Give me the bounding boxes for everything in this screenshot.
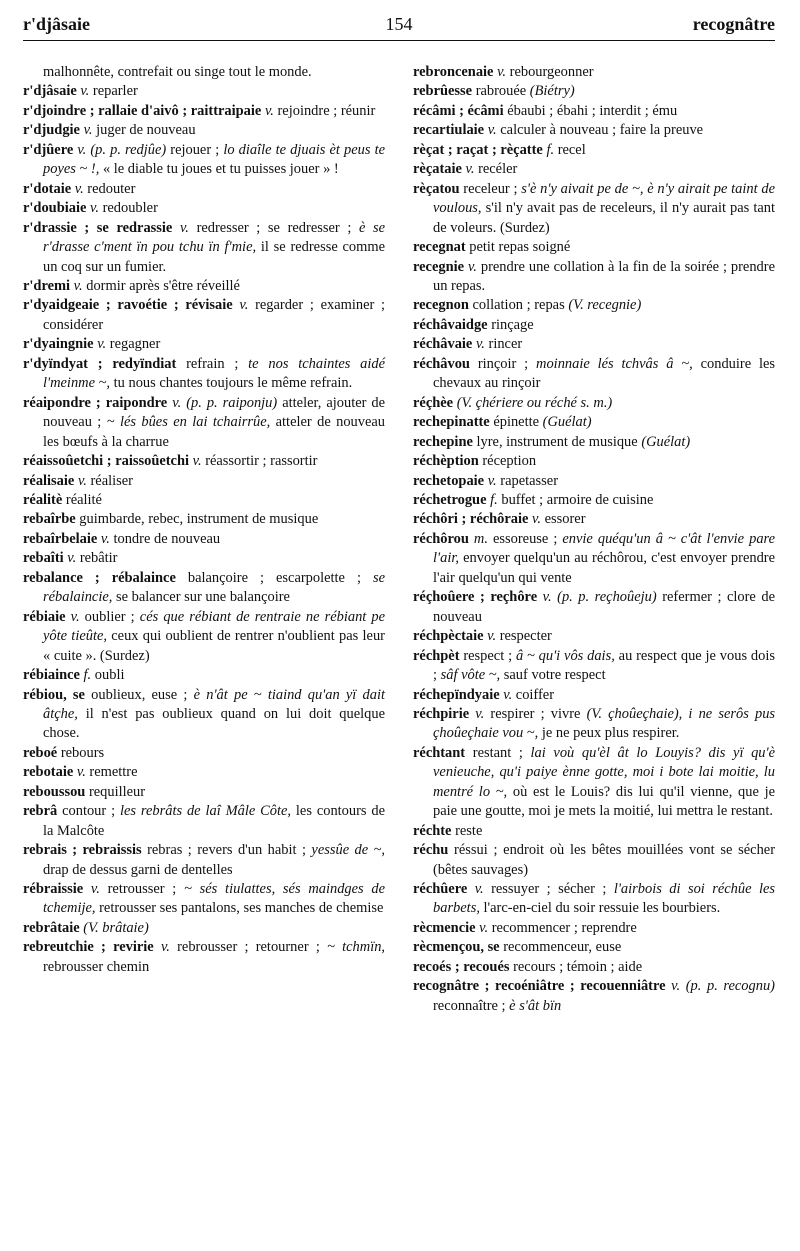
translation: où est le Louis? dis lui qu'il vienne, que je paie une goutte, moi je mets la moitié, lui mettra le restant. xyxy=(433,783,775,820)
dictionary-entry xyxy=(23,783,385,802)
headword: rébiou, se xyxy=(23,686,85,703)
grammar-label: v. xyxy=(67,550,77,567)
translation: « le diable tu joues et tu puisses jouer » ! xyxy=(102,161,339,178)
dictionary-entry xyxy=(413,472,775,491)
headword: rechepinatte xyxy=(413,414,490,431)
headword: r'dremi xyxy=(23,277,71,294)
dictionary-entry xyxy=(23,394,385,452)
definition: calculer à nouveau ; faire la preuve xyxy=(500,122,704,139)
dictionary-entry xyxy=(413,977,775,1016)
page-header xyxy=(23,10,775,41)
headword: r'dyïndyat ; redyïndiat xyxy=(23,355,177,372)
translation: je ne peux plus respirer. xyxy=(541,725,680,742)
definition: rapetasser xyxy=(500,472,558,489)
example: s'è n'y aivait pe de ~, è n'y airait pe taint de voulous, xyxy=(433,180,776,217)
headword: reboussou xyxy=(23,783,86,800)
example: moinnaie lés tchvâs â ~, xyxy=(536,355,693,372)
headword: réchôri ; réchôraie xyxy=(413,511,529,528)
definition: respecter xyxy=(499,628,552,645)
example: (Biétry) xyxy=(529,83,575,100)
grammar-label: v. (p. p. reçhoûeju) xyxy=(542,589,657,606)
translation: conduire les chevaux au rinçoir xyxy=(433,355,776,392)
definition: réaliser xyxy=(90,472,133,489)
continuation-text: malhonnête, contrefait ou singe tout le monde. xyxy=(43,64,312,80)
definition: redoubler xyxy=(102,200,158,217)
example: (Guélat) xyxy=(542,414,592,431)
headword: rebaîrbelaie xyxy=(23,530,98,547)
dictionary-entry xyxy=(23,841,385,880)
definition: tondre de nouveau xyxy=(113,530,221,547)
example: se rébalaincie, xyxy=(43,569,386,606)
headword: rebrais ; rebraissis xyxy=(23,842,142,859)
headword: r'dotaie xyxy=(23,180,72,197)
headword: réchpèt xyxy=(413,647,460,664)
grammar-label: v. xyxy=(70,608,80,625)
dictionary-entry xyxy=(413,822,775,841)
translation: envoyer quelqu'un au réchôrou, c'est envoyer prendre l'air quelqu'un qui vente xyxy=(433,550,776,586)
headword: réçhèe xyxy=(413,394,454,411)
headword: r'dyaidgeaie ; ravoétie ; révisaie xyxy=(23,297,233,314)
headword: r'drassie ; se redrassie xyxy=(23,219,173,236)
example: (V. çhoûeçhaie), i ne serôs pus çhoûeçhaie vou ~, xyxy=(433,705,776,742)
definition: lyre, instrument de musique xyxy=(476,433,638,450)
headword: réchâvou xyxy=(413,355,470,372)
grammar-label: v. xyxy=(179,219,189,236)
translation: l'arc-en-ciel du soir ressuie les bourbiers. xyxy=(483,900,721,917)
definition: buffet ; armoire de cuisine xyxy=(501,491,654,508)
definition: réassortir ; rassortir xyxy=(205,453,318,470)
headword: réchûere xyxy=(413,881,468,898)
definition: recel xyxy=(557,141,586,158)
headword: recognâtre ; recoéniâtre ; recouenniâtre xyxy=(413,978,666,995)
headword: recegnie xyxy=(413,258,465,275)
definition: dormir après s'être réveillé xyxy=(86,277,240,294)
example: envie quéqu'un â ~ c'ât l'envie pare l'air, xyxy=(433,530,776,567)
dictionary-entry xyxy=(413,938,775,957)
dictionary-entry xyxy=(413,121,775,140)
headword: réchâvaie xyxy=(413,336,473,353)
grammar-label: v. xyxy=(474,881,484,898)
headword: réaipondre ; raipondre xyxy=(23,394,168,411)
grammar-label: v. xyxy=(239,297,249,314)
example: ~ tchmïn, xyxy=(327,939,386,956)
dictionary-entry xyxy=(23,219,385,277)
headword: rebalance ; rébalaince xyxy=(23,569,176,586)
headword: rebrâ xyxy=(23,803,58,820)
grammar-label: v. xyxy=(475,705,485,722)
dictionary-entry xyxy=(23,802,385,841)
example: lai voù qu'èl ât lo Louyis? dis yï qu'è venieuche, qu'i paiye ènne gotte, moi i bote lai moitie, lu mentré lo ~, xyxy=(433,744,776,800)
headword: r'djâsaie xyxy=(23,83,77,100)
grammar-label: v. xyxy=(475,336,485,353)
headword: rébiaie xyxy=(23,608,66,625)
headword: r'djoindre ; rallaie d'aivô ; raittraipaie xyxy=(23,102,262,119)
example: ~ sés tiulattes, sés maindges de tchemije, xyxy=(43,881,386,917)
translation: il se redresse comme un coq sur un fumier. xyxy=(43,239,385,275)
headword: r'doubiaie xyxy=(23,200,87,217)
headword: rèçatou xyxy=(413,180,460,197)
definition: essoreuse ; xyxy=(492,530,558,547)
dictionary-entry xyxy=(23,569,385,608)
definition: rebras ; revers d'un habit ; xyxy=(147,842,306,859)
headword: rèçat ; raçat ; rèçatte xyxy=(413,141,543,158)
definition: receleur ; xyxy=(463,180,518,197)
grammar-label: v. (p. p. recognu) xyxy=(671,978,775,995)
headword: recegnon xyxy=(413,297,469,314)
dictionary-entry xyxy=(23,666,385,685)
definition: prendre une collation à la fin de la soirée ; prendre un repas. xyxy=(433,258,775,294)
dictionary-entry xyxy=(23,82,385,101)
translation: drap de dessus garni de dentelles xyxy=(43,861,233,878)
dictionary-entry xyxy=(413,452,775,471)
example: l'airbois di soi réchûe les barbets, xyxy=(433,881,775,917)
grammar-label: v. (p. p. raiponju) xyxy=(172,394,278,411)
headword: rècmencie xyxy=(413,919,476,936)
header-right-guideword: recognâtre xyxy=(692,14,775,34)
dictionary-entry xyxy=(413,744,775,822)
grammar-label: v. xyxy=(465,161,475,178)
translation: se balancer sur une balançoire xyxy=(115,589,290,606)
definition: reparler xyxy=(92,83,138,100)
grammar-label: v. xyxy=(83,122,93,139)
headword: réchtant xyxy=(413,744,466,761)
dictionary-entry xyxy=(413,627,775,646)
definition: reste xyxy=(455,822,483,839)
definition: requilleur xyxy=(88,783,146,800)
right-column xyxy=(413,63,775,1016)
definition: rabrouée xyxy=(475,83,527,100)
definition: refermer ; clore de nouveau xyxy=(433,589,775,625)
headword: r'djûere xyxy=(23,141,74,158)
grammar-label: v. (p. p. redjûe) xyxy=(77,141,167,158)
example: (Guélat) xyxy=(641,433,691,450)
definition: rincer xyxy=(488,336,523,353)
dictionary-entry xyxy=(413,296,775,315)
grammar-label: v. xyxy=(479,919,489,936)
headword: réchu xyxy=(413,842,449,859)
definition: rejoindre ; réunir xyxy=(277,102,376,119)
example: (V. recegnie) xyxy=(568,297,642,314)
headword: réchepïndyaie xyxy=(413,686,500,703)
dictionary-entry xyxy=(23,199,385,218)
translation: rebrousser chemin xyxy=(43,958,150,975)
dictionary-entry xyxy=(413,238,775,257)
dictionary-entry xyxy=(23,880,385,919)
grammar-label: v. xyxy=(497,64,507,80)
dictionary-entry xyxy=(413,705,775,744)
headword: rebrâtaie xyxy=(23,919,80,936)
dictionary-entry xyxy=(413,160,775,179)
headword: réchpirie xyxy=(413,705,470,722)
headword: réalitè xyxy=(23,491,63,508)
translation: retrousser ses pantalons, ses manches de chemise xyxy=(99,900,384,917)
example: cés que rébiant de rentraie ne rébiant pe yôte tieûte, xyxy=(43,608,386,645)
dictionary-entry xyxy=(413,880,775,919)
dictionary-entry xyxy=(23,686,385,744)
dictionary-entry xyxy=(23,530,385,549)
definition: réssui ; endroit où les bêtes mouillées vont se sécher (bêtes sauvages) xyxy=(433,842,775,878)
definition: rejouer ; xyxy=(170,141,220,158)
dictionary-entry xyxy=(413,335,775,354)
definition: remettre xyxy=(89,764,138,781)
grammar-label: v. xyxy=(97,336,107,353)
example: è n'ât pe ~ tiaind qu'an yï dait âtçhe, xyxy=(43,686,385,722)
headword: réaissoûetchi ; raissoûetchi xyxy=(23,453,190,470)
dictionary-entry xyxy=(413,102,775,121)
definition: respirer ; vivre xyxy=(490,705,581,722)
definition: essorer xyxy=(544,511,586,528)
dictionary-entry xyxy=(23,608,385,666)
dictionary-entry xyxy=(413,258,775,297)
grammar-label: v. xyxy=(76,764,86,781)
translation: s'il n'y avait pas de receleurs, il n'y aurait pas tant de voleurs. (Surdez) xyxy=(433,200,775,236)
grammar-label: v. xyxy=(503,686,513,703)
definition: rebourgeonner xyxy=(509,64,594,80)
grammar-label: v. xyxy=(264,102,274,119)
definition: retrousser ; xyxy=(107,881,177,898)
headword: rebotaie xyxy=(23,764,74,781)
translation: ceux qui oublient de rentrer n'oublient pas leur « cuite ». (Surdez) xyxy=(43,628,385,664)
grammar-label: v. xyxy=(487,472,497,489)
definition: oublieux, euse ; xyxy=(91,686,188,703)
header-left-guideword: r'djâsaie xyxy=(23,14,90,34)
grammar-label: (V. brâtaie) xyxy=(83,919,149,936)
headword: r'dyaingnie xyxy=(23,336,94,353)
headword: récâmi ; écâmi xyxy=(413,102,504,119)
example: sâf vôte ~, xyxy=(440,667,501,684)
definition: rinçoir ; xyxy=(477,355,529,372)
example: lo diaîle te djuais èt peus te poyes ~ !, xyxy=(43,141,385,178)
definition: contour ; xyxy=(62,803,116,820)
headword: réchôrou xyxy=(413,530,469,547)
dictionary-entry xyxy=(23,121,385,140)
grammar-label: v. xyxy=(160,939,170,956)
definition: rebours xyxy=(60,744,105,761)
grammar-label: v. xyxy=(77,472,87,489)
dictionary-entry xyxy=(413,316,775,335)
dictionary-entry xyxy=(413,647,775,686)
grammar-label: v. xyxy=(90,881,100,898)
grammar-label: v. xyxy=(73,277,83,294)
grammar-label: v. xyxy=(487,628,497,645)
dictionary-entry xyxy=(413,530,775,588)
translation: tu nous chantes toujours le même refrain. xyxy=(113,375,353,392)
headword: réchpèctaie xyxy=(413,628,484,645)
definition: redresser ; se redresser ; xyxy=(196,219,352,236)
dictionary-entry xyxy=(413,82,775,101)
definition: ressuyer ; sécher ; xyxy=(491,881,607,898)
headword: rechepine xyxy=(413,433,473,450)
grammar-label: v. xyxy=(192,453,202,470)
dictionary-entry xyxy=(413,433,775,452)
definition: atteler, ajouter de nouveau ; xyxy=(43,394,386,431)
dictionary-entry xyxy=(23,744,385,763)
headword: réchâvaidge xyxy=(413,316,488,333)
dictionary-entry xyxy=(413,413,775,432)
dictionary-entry xyxy=(413,841,775,880)
dictionary-entry xyxy=(413,919,775,938)
definition: juger de nouveau xyxy=(96,122,196,139)
definition: réception xyxy=(482,453,537,470)
grammar-label: v. xyxy=(532,511,541,528)
grammar-label: f. xyxy=(83,667,92,684)
dictionary-entry xyxy=(23,452,385,471)
grammar-label: m. xyxy=(473,530,488,547)
dictionary-entry xyxy=(23,277,385,296)
grammar-label: v. xyxy=(90,200,99,217)
definition: redouter xyxy=(87,180,136,197)
definition: recommenceur, euse xyxy=(503,939,622,956)
definition: regarder ; examiner ; considérer xyxy=(43,297,386,333)
dictionary-entry xyxy=(23,491,385,510)
page-number: 154 xyxy=(385,14,413,34)
headword: réchèption xyxy=(413,453,479,470)
dictionary-entry xyxy=(23,510,385,529)
dictionary-entry xyxy=(413,394,775,413)
definition: ébaubi ; ébahi ; interdit ; ému xyxy=(507,102,678,119)
example: (V. çhériere ou réché s. m.) xyxy=(456,394,613,411)
definition: recours ; témoin ; aide xyxy=(513,958,643,975)
definition: restant ; xyxy=(472,744,523,761)
dictionary-entry xyxy=(23,296,385,335)
dictionary-entry xyxy=(413,180,775,238)
grammar-label: f. xyxy=(546,141,555,158)
translation: sauf votre respect xyxy=(503,667,606,684)
headword: recoés ; recoués xyxy=(413,958,510,975)
definition: reconnaître ; xyxy=(433,997,506,1014)
grammar-label: v. xyxy=(487,122,497,139)
dictionary-entry xyxy=(23,938,385,977)
dictionary-entry xyxy=(23,763,385,782)
definition: collation ; repas xyxy=(472,297,565,314)
dictionary-entry xyxy=(23,180,385,199)
dictionary-entry xyxy=(413,588,775,627)
dictionary-entry xyxy=(23,335,385,354)
example: te nos tchaintes aidé l'meinme ~, xyxy=(43,355,386,392)
translation: atteler de nouveau les bœufs à la charrue xyxy=(43,414,386,450)
headword: rebroncenaie xyxy=(413,64,494,80)
headword: rebaîrbe xyxy=(23,511,76,528)
dictionary-entry xyxy=(413,355,775,394)
headword: rébraissie xyxy=(23,881,84,898)
dictionary-entry xyxy=(23,472,385,491)
headword: recegnat xyxy=(413,239,466,256)
definition: épinette xyxy=(493,414,540,431)
headword: reboé xyxy=(23,744,58,761)
grammar-label: v. xyxy=(80,83,90,100)
definition: oublier ; xyxy=(84,608,135,625)
dictionary-entry xyxy=(23,102,385,121)
dictionary-entry xyxy=(413,141,775,160)
translation: les contours de la Malcôte xyxy=(43,803,386,839)
dictionary-entry xyxy=(413,510,775,529)
grammar-label: f. xyxy=(490,491,498,508)
headword: recartiulaie xyxy=(413,122,485,139)
example: â ~ qu'i vôs dais, xyxy=(515,647,615,664)
example: les rebrâts de laî Mâle Côte, xyxy=(120,803,292,820)
definition: refrain ; xyxy=(186,355,239,372)
headword: rebreutchie ; revirie xyxy=(23,939,154,956)
dictionary-entry xyxy=(23,355,385,394)
example: è s'ât bïn xyxy=(509,997,562,1014)
grammar-label: v. xyxy=(100,530,110,547)
headword: rebrûesse xyxy=(413,83,473,100)
definition: petit repas soigné xyxy=(469,239,571,256)
example: yessûe de ~, xyxy=(311,842,386,859)
dictionary-entry xyxy=(23,141,385,180)
definition: rebrousser ; retourner ; xyxy=(177,939,320,956)
definition: balançoire ; escarpolette ; xyxy=(187,569,361,586)
dictionary-entry xyxy=(23,549,385,568)
headword: rècmençou, se xyxy=(413,939,500,956)
dictionary-entry xyxy=(23,919,385,938)
headword: rébiaince xyxy=(23,667,80,684)
example: è se r'drasse c'ment ïn pou tchu ïn f'mie, xyxy=(43,219,386,256)
headword: réchetrogue xyxy=(413,491,487,508)
definition: regagner xyxy=(109,336,161,353)
headword: réchte xyxy=(413,822,452,839)
translation: il n'est pas oublieux quand on lui doit quelque chose. xyxy=(43,705,386,742)
definition: respect ; xyxy=(463,647,513,664)
dictionary-entry xyxy=(413,958,775,977)
example: ~ lés bûes en lai tchairrûe, xyxy=(106,414,271,431)
headword: rechetopaie xyxy=(413,472,485,489)
headword: réçhoûere ; reçhôre xyxy=(413,589,538,606)
definition: réalité xyxy=(65,491,102,508)
definition: recommencer ; reprendre xyxy=(491,919,637,936)
headword: rèçataie xyxy=(413,161,462,178)
definition: rebâtir xyxy=(79,550,118,567)
definition: coiffer xyxy=(515,686,555,703)
headword: rebaîti xyxy=(23,550,64,567)
headword: r'djudgie xyxy=(23,122,80,139)
grammar-label: v. xyxy=(74,180,84,197)
definition: guimbarde, rebec, instrument de musique xyxy=(79,511,319,528)
translation: au respect que je vous dois ; xyxy=(433,647,775,684)
headword: réalisaie xyxy=(23,472,75,489)
definition: oubli xyxy=(94,667,125,684)
definition: rinçage xyxy=(491,316,534,333)
dictionary-entry xyxy=(413,491,775,510)
definition: recéler xyxy=(478,161,518,178)
grammar-label: v. xyxy=(467,258,477,275)
left-column xyxy=(23,63,385,977)
dictionary-entry xyxy=(413,686,775,705)
dictionary-entry xyxy=(413,63,775,82)
